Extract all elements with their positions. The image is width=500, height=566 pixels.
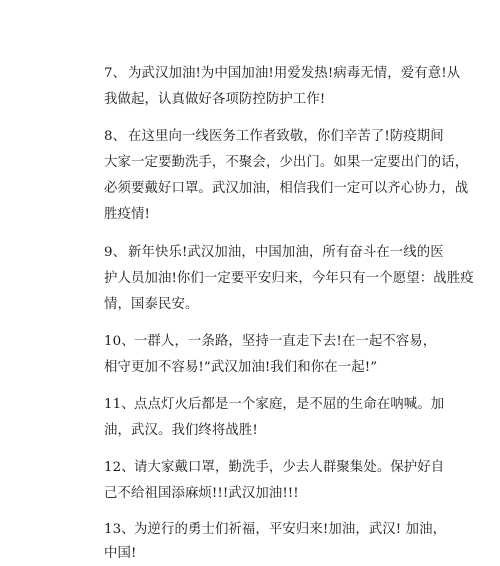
- paragraph-line: 必须要戴好口罩。武汉加油，相信我们一定可以齐心协力，战: [104, 181, 469, 196]
- paragraph-line: 新年快乐!武汉加油，中国加油，所有奋斗在一线的医: [128, 245, 444, 260]
- paragraph-line: 胜疫情!: [104, 207, 150, 222]
- paragraph-number: 9、: [104, 245, 127, 260]
- paragraph-line: 己不给祖国添麻烦!!!武汉加油!!!: [104, 486, 299, 501]
- paragraph-line: 中国!: [104, 546, 137, 561]
- paragraph-number: 13、: [104, 522, 135, 537]
- paragraph-line: 一群人，一条路，坚持一直走下去!在一起不容易，: [134, 334, 437, 349]
- paragraph-number: 10、: [104, 334, 135, 349]
- paragraph-line: 点点灯火后都是一个家庭，是不屈的生命在呐喊。加: [134, 397, 445, 412]
- paragraph-line: 情，国泰民安。: [104, 297, 199, 312]
- paragraph-line: 在这里向一线医务工作者致敬，你们辛苦了!防疫期间: [128, 129, 444, 144]
- paragraph-line: 我做起，认真做好各项防控防护工作!: [104, 92, 326, 107]
- paragraph-number: 11、: [104, 397, 135, 412]
- paragraph-line: 护人员加油!你们一定要平安归来，今年只有一个愿望：战胜疫: [104, 271, 474, 286]
- paragraph-line: 大家一定要勤洗手，不聚会，少出门。如果一定要出门的话，: [104, 155, 469, 170]
- paragraph-number: 12、: [104, 460, 135, 475]
- paragraph-line: 相守更加不容易!”武汉加油!我们和你在一起!”: [104, 360, 378, 375]
- paragraph-number: 7、: [104, 66, 127, 81]
- paragraph-line: 为逆行的勇士们祈福，平安归来!加油，武汉! 加油，: [134, 522, 447, 537]
- paragraph-number: 8、: [104, 129, 127, 144]
- paragraph-line: 油，武汉。我们终将战胜!: [104, 423, 258, 438]
- paragraph-line: 为武汉加油!为中国加油!用爱发热!病毒无情，爱有意!从: [128, 66, 461, 81]
- paragraph-line: 请大家戴口罩，勤洗手，少去人群聚集处。保护好自: [134, 460, 445, 475]
